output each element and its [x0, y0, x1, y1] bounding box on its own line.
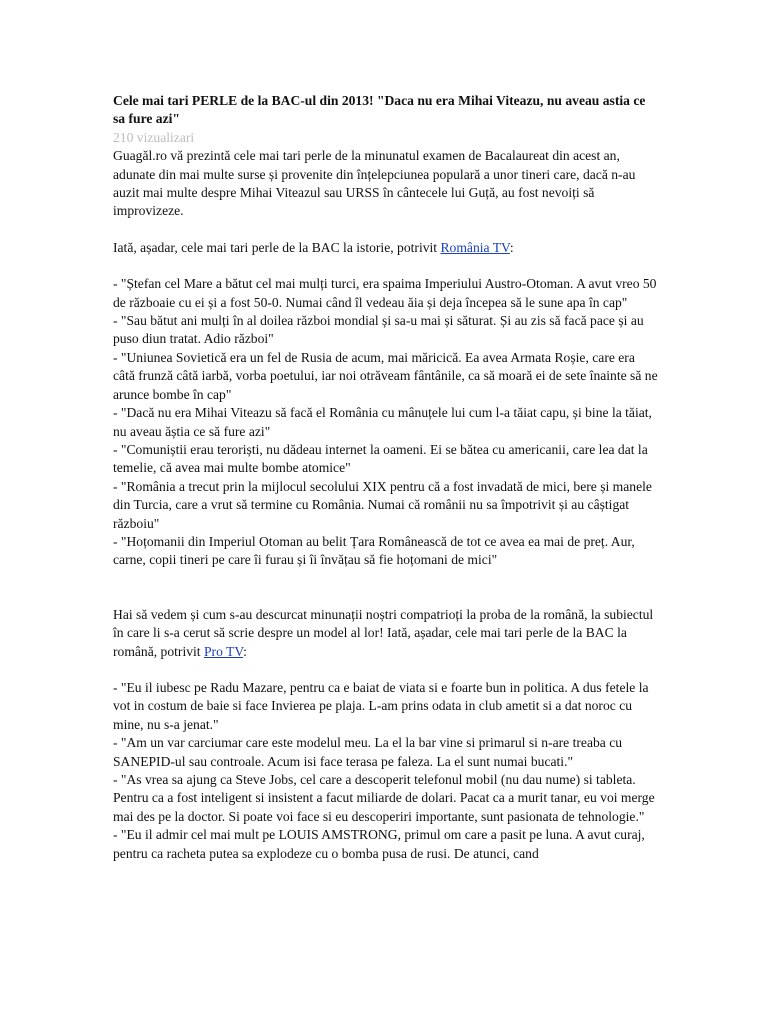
romanian-lead-suffix: :	[243, 643, 247, 659]
romanian-quotes-list	[113, 679, 658, 863]
article-title: Cele mai tari PERLE de la BAC-ul din 2013! "Daca nu era Mihai Viteazu, nu aveau astia ce sa fure azi"	[113, 93, 646, 127]
history-lead	[113, 239, 658, 257]
history-lead-suffix: :	[509, 239, 514, 255]
history-quote: - "Dacă nu era Mihai Viteazu să facă el România cu mânuțele lui cum l-a tăiat capu, și bine la tăiat, nu aveau ăștia ce să fure azi"	[113, 405, 652, 439]
article	[113, 92, 658, 863]
history-quote: - "Hoțomanii din Imperiul Otoman au belit Țara Românească de tot ce avea ea mai de preț. Aur, carne, copii tineri pe care îi furau și îi învățau să fie hoțomani de mici"	[113, 533, 635, 568]
romanian-quote: - "Eu il admir cel mai mult pe LOUIS AMSTRONG, primul om care a pasit pe luna. A avut curaj, pentru ca racheta putea sa explodeze cu o bomba pusa de rusi. De atunci, cand	[113, 827, 645, 861]
history-quote: - "România a trecut prin la mijlocul secolului XIX pentru că a fost invadată de mici, bere și manele din Turcia, care a vrut să termine cu România. Numai că românii nu sa împotrivit și au câștigat războiu"	[113, 478, 652, 531]
intro-paragraph: Guagăl.ro vă prezintă cele mai tari perle de la minunatul examen de Bacalaureat din acest an, adunate din mai multe surse și provenite din înțelepciunea populară a unor tineri care, dacă n-au auzit mai multe despre Mihai Viteazul sau URSS în cântecele lui Guță, au fost nevoiți să improvizeze.	[113, 148, 636, 219]
spacer	[113, 661, 658, 679]
history-quote: - "Ștefan cel Mare a bătut cel mai mulți turci, era spaima Imperiului Austro-Otoman. A avut vreo 50 de războaie cu ei și a fost 50-0. Numai când îl vedeau ăia și deja începea să le sune apa în cap"	[113, 276, 657, 310]
view-count: 210 vizualizari	[113, 129, 195, 145]
history-quote: - "Uniunea Sovietică era un fel de Rusia de acum, mai măricică. Ea avea Armata Roșie, care era câtă frunză câtă iarbă, vorba poetului, iar noi otrăveam fântânile, ca să moară ei de sete înainte să ne arunce bombe în cap"	[113, 349, 658, 402]
history-quote: - "Comuniștii erau teroriști, nu dădeau internet la oameni. Ei se bătea cu americanii, care lea dat la temelie, că avea mai multe bombe atomice"	[113, 441, 648, 476]
romanian-quote: - "As vrea sa ajung ca Steve Jobs, cel care a descoperit telefonul mobil (nu dau nume) si tableta. Pentru ca a fost inteligent si insistent a facut miliarde de dolari. Pacat ca a murit tanar, eu voi merge mai des pe la doctor. Si poate voi face si eu descoperiri importante, sunt pasionata de tehnologie."	[113, 772, 655, 824]
romania-tv-link[interactable]: România TV	[440, 239, 510, 255]
romanian-quote: - "Eu il iubesc pe Radu Mazare, pentru ca e baiat de viata si e foarte bun in politica. A dus fetele la vot in costum de baie si face Invierea pe plaja. L-am prins odata in club ametit si a dat noroc cu mine, nu s-a jenat."	[113, 679, 649, 732]
romanian-lead-text: Hai să vedem și cum s-au descurcat minunații noștri compatrioți la proba de la română, la subiectul în care li s-a cerut să scrie despre un model al lor! Iată, așadar, cele mai tari perle de la BAC la română, potrivit	[113, 606, 654, 659]
spacer	[113, 570, 658, 606]
pro-tv-link[interactable]: Pro TV	[203, 643, 244, 659]
history-lead-text: Iată, așadar, cele mai tari perle de la BAC la istorie, potrivit	[113, 239, 441, 255]
spacer	[113, 257, 658, 275]
romanian-lead	[113, 606, 658, 661]
history-quote: - "Sau bătut ani mulți în al doilea război mondial și sa-u mai și săturat. Și au zis să facă pace și au puso diun tratat. Adio război"	[113, 313, 644, 347]
spacer	[113, 221, 658, 239]
history-quotes-list	[113, 275, 658, 570]
romanian-quote: - "Am un var carciumar care este modelul meu. La el la bar vine si primarul si n-are treaba cu SANEPID-ul sau controale. Acum isi face terasa pe faleza. La el sunt numai bucati."	[113, 735, 623, 769]
